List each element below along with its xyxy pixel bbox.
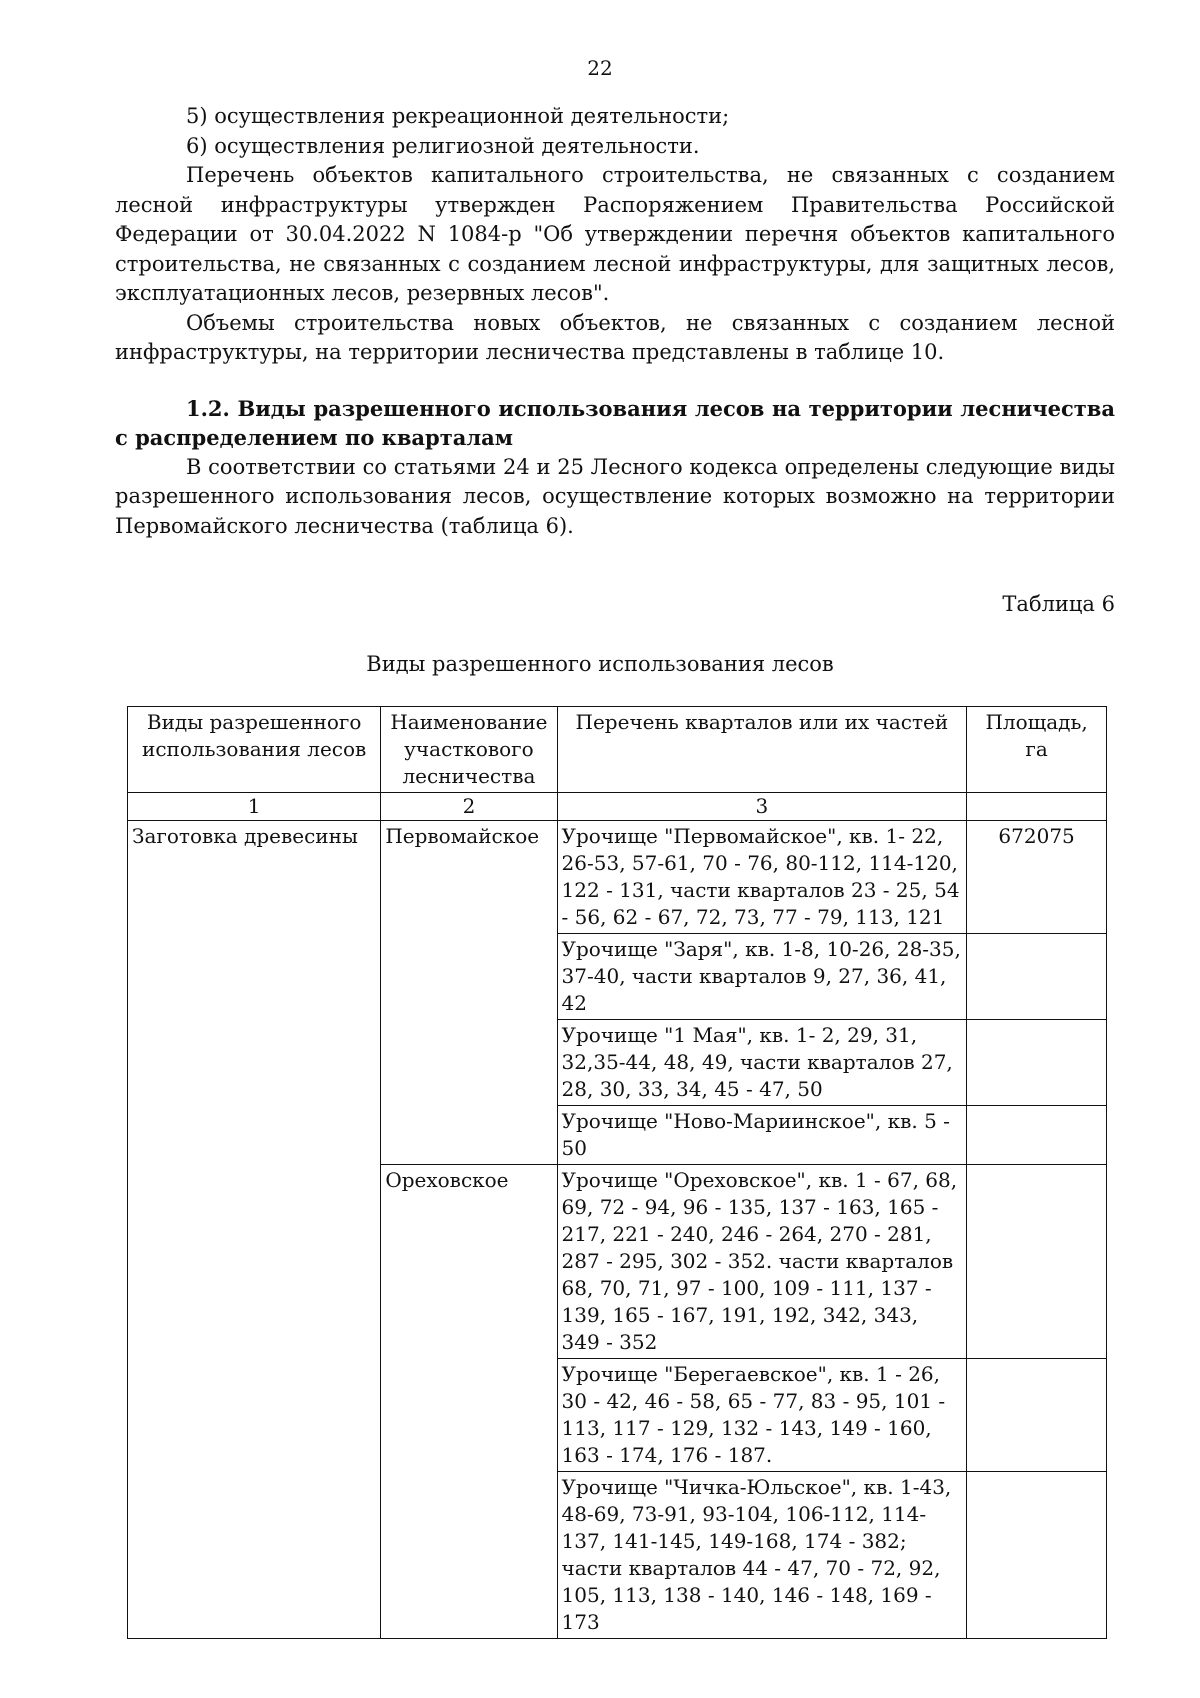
cell-tract: Урочище "Ореховское", кв. 1 - 67, 68, 69, 72 - 94, 96 - 135, 137 - 163, 165 - 217, 221 - 240, 246 - 264, 270 - 281, 287 - 295, 302 - 352. части кварталов 68, 70, 71, 97 - 100, 109 - 111, 137 - 139, 165 - 167, 191, 192, 342, 343, 349 - 352 [557, 1165, 967, 1359]
cell-use-type: Заготовка древесины [128, 821, 381, 1639]
col-number-1: 1 [128, 793, 381, 821]
section-heading: 1.2. Виды разрешенного использования лесов на территории лесничества с распределением по кварталам [115, 395, 1115, 450]
paragraph: Перечень объектов капитального строительства, не связанных с созданием лесной инфраструктуры утвержден Распоряжением Правительства Российской Федерации от 30.04.2022 N 1084-р "Об утверждении перечня объектов капитального строительства, не связанных с созданием лесной инфраструктуры, для защитных лесов, эксплуатационных лесов, резервных лесов". [115, 163, 1115, 305]
paragraph: 5) осуществления рекреационной деятельности; [186, 104, 730, 128]
cell-tract: Урочище "1 Мая", кв. 1- 2, 29, 31, 32,35-44, 48, 49, части кварталов 27, 28, 30, 33, 34, 45 - 47, 50 [557, 1020, 967, 1106]
page-number: 22 [587, 56, 613, 80]
col-number-3: 3 [557, 793, 967, 821]
header-tracts: Перечень кварталов или их частей [557, 707, 967, 793]
col-number-4 [967, 793, 1107, 821]
paragraph: Объемы строительства новых объектов, не связанных с созданием лесной инфраструктуры, на территории лесничества представлены в таблице 10. [115, 310, 1115, 364]
cell-area: 672075 [967, 821, 1107, 934]
cell-tract: Урочище "Ново-Мариинское", кв. 5 - 50 [557, 1106, 967, 1165]
header-area: Площадь, га [967, 707, 1107, 793]
cell-area-empty [967, 1106, 1107, 1165]
document-body [115, 102, 1115, 541]
cell-tract: Урочище "Берегаевское", кв. 1 - 26, 30 - 42, 46 - 58, 65 - 77, 83 - 95, 101 - 113, 117 - 129, 132 - 143, 149 - 160, 163 - 174, 176 - 187. [557, 1359, 967, 1472]
table-column-number-row [128, 793, 1107, 821]
cell-area-empty [967, 1472, 1107, 1639]
table-header-row [128, 707, 1107, 793]
paragraph: В соответствии со статьями 24 и 25 Лесного кодекса определены следующие виды разрешенного использования лесов, осуществление которых возможно на территории Первомайского лесничества (таблица 6). [115, 454, 1115, 538]
permitted-use-table [127, 706, 1107, 1639]
cell-tract: Урочище "Первомайское", кв. 1- 22, 26-53, 57-61, 70 - 76, 80-112, 114-120, 122 - 131, части кварталов 23 - 25, 54 - 56, 62 - 67, 72, 73, 77 - 79, 113, 121 [557, 821, 967, 934]
cell-area-empty [967, 1165, 1107, 1359]
table-caption: Таблица 6 [1002, 592, 1115, 616]
table-row [128, 821, 1107, 934]
header-use-type: Виды разрешенного использования лесов [128, 707, 381, 793]
cell-forestry: Первомайское [381, 821, 557, 1165]
cell-area-empty [967, 1020, 1107, 1106]
cell-forestry: Ореховское [381, 1165, 557, 1639]
header-forestry: Наименование участкового лесничества [381, 707, 557, 793]
table-title: Виды разрешенного использования лесов [366, 652, 834, 676]
cell-tract: Урочище "Чичка-Юльское", кв. 1-43, 48-69, 73-91, 93-104, 106-112, 114-137, 141-145, 149-168, 174 - 382; части кварталов 44 - 47, 70 - 72, 92, 105, 113, 138 - 140, 146 - 148, 169 - 173 [557, 1472, 967, 1639]
cell-area-empty [967, 1359, 1107, 1472]
cell-tract: Урочище "Заря", кв. 1-8, 10-26, 28-35, 37-40, части кварталов 9, 27, 36, 41, 42 [557, 934, 967, 1020]
paragraph: 6) осуществления религиозной деятельности. [186, 133, 700, 158]
col-number-2: 2 [381, 793, 557, 821]
cell-area-empty [967, 934, 1107, 1020]
